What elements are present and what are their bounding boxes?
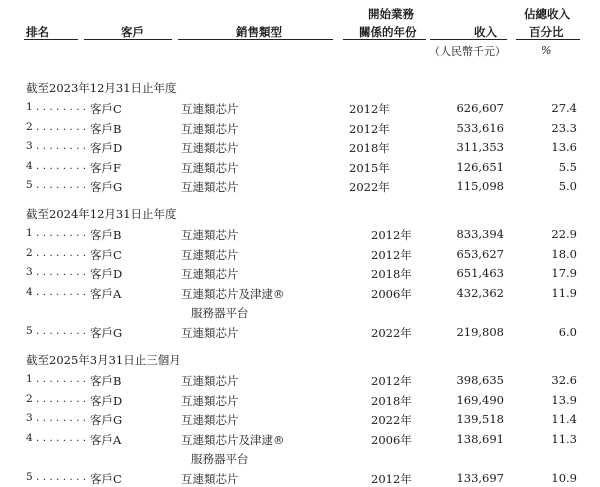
revenue-cell: 833,394: [456, 227, 504, 241]
customer-cell: 客戶C: [90, 247, 122, 262]
rank-cell: 3 . . . . . . . .: [26, 140, 87, 153]
customer-cell: 客戶B: [90, 121, 122, 136]
pct-cell: 32.6: [551, 373, 577, 387]
revenue-unit: （人民幣千元）: [429, 45, 506, 58]
revenue-cell: 138,691: [456, 431, 504, 446]
revenue-cell: 139,518: [456, 412, 504, 427]
year-cell: 2012年: [349, 121, 390, 136]
rank-cell: 5 . . . . . . . .: [26, 179, 87, 192]
revenue-cell: 126,651: [456, 159, 504, 174]
pct-cell: 5.5: [558, 159, 577, 174]
customer-cell: 客戶C: [90, 102, 122, 116]
header-rank: 排名: [26, 25, 49, 39]
rank-cell: 4 . . . . . . . .: [26, 285, 87, 298]
sales-type-cell: 互連類芯片: [181, 374, 239, 388]
section-title: 截至2025年3月31日止三個月: [26, 353, 181, 367]
sales-type-cell: 互連類芯片: [181, 160, 239, 175]
pct-cell: 18.0: [551, 246, 577, 261]
customer-cell: 客戶D: [90, 393, 123, 408]
rule-pct: [516, 39, 580, 40]
customer-cell: 客戶G: [90, 180, 123, 195]
header-revenue: 收入: [474, 25, 497, 39]
pct-cell: 11.9: [551, 285, 577, 300]
year-cell: 2022年: [371, 413, 412, 428]
sales-type-cell: 服務器平台: [191, 452, 249, 467]
revenue-cell: 115,098: [456, 179, 504, 194]
header-pct-line2: 百分比: [529, 25, 564, 39]
header-years-line1: 開始業務: [368, 7, 414, 21]
rank-cell: 1 . . . . . . . .: [26, 373, 87, 385]
year-cell: 2018年: [349, 141, 390, 156]
rank-cell: 3 . . . . . . . .: [26, 266, 87, 279]
pct-cell: 5.0: [558, 179, 577, 194]
sales-type-cell: 互連類芯片: [181, 141, 239, 156]
customer-cell: 客戶F: [90, 160, 121, 175]
pct-cell: 11.4: [551, 412, 577, 427]
pct-cell: 11.3: [551, 431, 577, 446]
rank-cell: 5 . . . . . . . .: [26, 325, 87, 337]
rule-years: [343, 39, 426, 40]
header-customer: 客戶: [121, 25, 144, 39]
year-cell: 2018年: [371, 267, 412, 282]
pct-unit: %: [541, 44, 552, 57]
customer-cell: 客戶A: [90, 432, 122, 447]
revenue-cell: 651,463: [456, 266, 504, 281]
sales-type-cell: 互連類芯片: [181, 326, 239, 340]
pct-cell: 23.3: [551, 120, 577, 135]
header-sales-type: 銷售類型: [236, 25, 282, 39]
year-cell: 2012年: [371, 228, 412, 242]
customer-cell: 客戶D: [90, 267, 123, 282]
year-cell: 2012年: [349, 102, 390, 116]
year-cell: 2022年: [349, 180, 390, 195]
pct-cell: 13.9: [551, 392, 577, 407]
rule-sales-type: [178, 39, 333, 40]
pct-cell: 17.9: [551, 266, 577, 281]
customer-cell: 客戶C: [90, 472, 122, 486]
sales-type-cell: 互連類芯片: [181, 413, 239, 428]
sales-type-cell: 互連類芯片: [181, 121, 239, 136]
revenue-cell: 169,490: [456, 392, 504, 407]
rank-cell: 2 . . . . . . . .: [26, 120, 87, 133]
section-title: 截至2023年12月31日止年度: [26, 81, 177, 95]
rule-customer: [84, 39, 172, 40]
year-cell: 2018年: [371, 393, 412, 408]
rule-rank: [24, 39, 78, 40]
rank-cell: 4 . . . . . . . .: [26, 159, 87, 172]
customer-cell: 客戶B: [90, 228, 122, 242]
rank-cell: 4 . . . . . . . .: [26, 431, 87, 444]
customer-cell: 客戶B: [90, 374, 122, 388]
rank-cell: 2 . . . . . . . .: [26, 246, 87, 259]
sales-type-cell: 互連類芯片及津逮®: [181, 432, 285, 447]
pct-cell: 6.0: [558, 325, 577, 339]
pct-cell: 27.4: [551, 101, 577, 115]
pct-cell: 10.9: [551, 471, 577, 485]
sales-type-cell: 互連類芯片: [181, 393, 239, 408]
customer-cell: 客戶G: [90, 326, 123, 340]
customer-cell: 客戶D: [90, 141, 123, 156]
sales-type-cell: 互連類芯片: [181, 472, 239, 486]
revenue-cell: 219,808: [456, 325, 504, 339]
year-cell: 2012年: [371, 247, 412, 262]
year-cell: 2006年: [371, 432, 412, 447]
customer-cell: 客戶G: [90, 413, 123, 428]
pct-cell: 13.6: [551, 140, 577, 155]
rank-cell: 1 . . . . . . . .: [26, 101, 87, 113]
header-pct-line1: 佔總收入: [524, 7, 570, 21]
rule-revenue: [430, 39, 507, 40]
sales-type-cell: 互連類芯片: [181, 228, 239, 242]
rank-cell: 1 . . . . . . . .: [26, 227, 87, 239]
rank-cell: 2 . . . . . . . .: [26, 392, 87, 405]
year-cell: 2022年: [371, 326, 412, 340]
year-cell: 2012年: [371, 374, 412, 388]
sales-type-cell: 互連類芯片: [181, 247, 239, 262]
pct-cell: 22.9: [551, 227, 577, 241]
section-title: 截至2024年12月31日止年度: [26, 207, 177, 221]
revenue-cell: 533,616: [456, 120, 504, 135]
year-cell: 2015年: [349, 160, 390, 175]
sales-type-cell: 互連類芯片: [181, 267, 239, 282]
revenue-cell: 133,697: [456, 471, 504, 485]
sales-type-cell: 互連類芯片及津逮®: [181, 286, 285, 301]
revenue-cell: 311,353: [456, 140, 504, 155]
sales-type-cell: 互連類芯片: [181, 180, 239, 195]
revenue-cell: 626,607: [456, 101, 504, 115]
sales-type-cell: 互連類芯片: [181, 102, 239, 116]
year-cell: 2006年: [371, 286, 412, 301]
sales-type-cell: 服務器平台: [191, 306, 249, 321]
revenue-cell: 432,362: [456, 285, 504, 300]
rank-cell: 5 . . . . . . . .: [26, 471, 87, 483]
year-cell: 2012年: [371, 472, 412, 486]
header-years-line2: 關係的年份: [359, 25, 417, 39]
customer-cell: 客戶A: [90, 286, 122, 301]
rank-cell: 3 . . . . . . . .: [26, 412, 87, 425]
revenue-cell: 653,627: [456, 246, 504, 261]
revenue-cell: 398,635: [456, 373, 504, 387]
